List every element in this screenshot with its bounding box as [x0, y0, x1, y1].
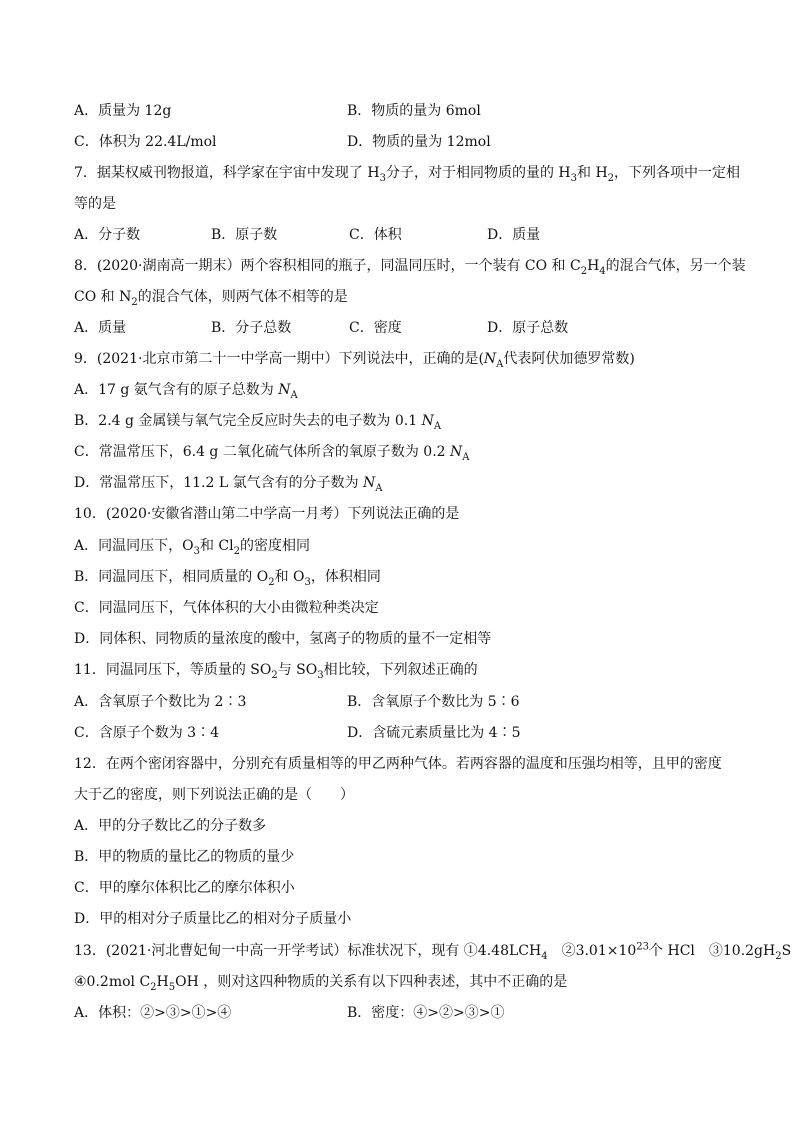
q10-option-d: D．同体积、同物质的量浓度的酸中，氢离子的物质的量不一定相等: [74, 631, 492, 647]
q11-options-cd: [74, 723, 734, 743]
q13-stem: 13．(2021·河北曹妃甸一中高一开学考试）标准状况下，现有 $①4.48LCH_4$ $②3.01\times 10^{23}$个 HCl $③10.2gH_2S$: [74, 941, 792, 962]
q9-option-d: D．常温常压下，11.2 L 氯气含有的分子数为 $N_A$: [74, 475, 383, 494]
option-0: A．质量为 12g: [74, 103, 172, 119]
option-2: C．体积: [349, 227, 402, 243]
q12-option-a: A．甲的分子数比乙的分子数多: [74, 818, 267, 834]
q6-options-ab: [74, 101, 734, 121]
option-0: A．含氧原子个数比为 2∶3: [74, 694, 247, 710]
option-1: B．原子数: [211, 227, 278, 243]
option-3: D．原子总数: [487, 320, 569, 336]
q12-stem: 12．在两个密闭容器中，分别充有质量相等的甲乙两种气体。若两容器的温度和压强均相等，且甲的密度: [74, 756, 722, 772]
q10-stem: 10．(2020·安徽省潜山第二中学高一月考）下列说法正确的是: [74, 506, 460, 522]
q11-options-ab: [74, 692, 734, 712]
q10-option-c: C．同温同压下，气体体积的大小由微粒种类决定: [74, 600, 379, 616]
option-1: B．分子总数: [211, 320, 292, 336]
q13-stem-cont: ④0.2mol $C_2H_5OH$ ，则对这四种物质的关系有以下四种表述，其中不正确的是: [74, 974, 568, 993]
q8-options: [74, 318, 734, 338]
option-1: B．物质的量为 6mol: [347, 103, 481, 119]
option-0: A．分子数: [74, 227, 141, 243]
option-0: A．体积：②>③>①>④: [74, 1005, 232, 1021]
option-0: C．体积为 22.4L/mol: [74, 134, 217, 150]
option-1: B．密度：④>②>③>①: [347, 1005, 505, 1021]
q10-option-a: A．同温同压下，$O_3$和 $Cl_2$的密度相同: [74, 538, 310, 557]
q11-stem: 11．同温同压下，等质量的 $SO_2$与 $SO_3$相比较，下列叙述正确的: [74, 662, 478, 681]
option-0: C．含原子个数为 3∶4: [74, 725, 219, 741]
q7-options: [74, 225, 734, 245]
q12-option-d: D．甲的相对分子质量比乙的相对分子质量小: [74, 911, 352, 927]
q7-stem: 7．据某权威刊物报道，科学家在宇宙中发现了 $H_3$分子，对于相同物质的量的 $H_3$和 $H_2$，下列各项中一定相: [74, 165, 741, 184]
q7-stem-cont: 等的是: [74, 196, 116, 212]
q12-option-c: C．甲的摩尔体积比乙的摩尔体积小: [74, 880, 295, 896]
q13-options-ab: [74, 1003, 734, 1023]
q10-option-b: B．同温同压下，相同质量的 $O_2$和 $O_3$，体积相同: [74, 569, 381, 588]
option-0: A．质量: [74, 320, 127, 336]
q8-stem-cont: CO 和 $N_2$的混合气体，则两气体不相等的是: [74, 289, 348, 308]
option-3: D．质量: [487, 227, 541, 243]
option-2: C．密度: [349, 320, 402, 336]
q9-option-c: C．常温常压下，6.4 g 二氧化硫气体所含的氧原子数为 0.2 $N_A$: [74, 444, 470, 463]
q8-stem: 8．(2020·湖南高一期末）两个容积相同的瓶子，同温同压时，一个装有 CO 和 $C_2H_4$的混合气体，另一个装: [74, 258, 746, 277]
q6-options-cd: [74, 132, 734, 152]
q9-option-a: A．17 g 氨气含有的原子总数为 $N_A$: [74, 382, 298, 401]
option-1: B．含氧原子个数比为 5∶6: [347, 694, 520, 710]
q12-option-b: B．甲的物质的量比乙的物质的量少: [74, 849, 295, 865]
option-1: D．含硫元素质量比为 4∶5: [347, 725, 521, 741]
q12-stem-cont: 大于乙的密度，则下列说法正确的是（ ）: [74, 787, 354, 803]
option-1: D．物质的量为 12mol: [347, 134, 491, 150]
q9-option-b: B．2.4 g 金属镁与氧气完全反应时失去的电子数为 0.1 $N_A$: [74, 413, 442, 432]
q9-stem: 9．(2021·北京市第二十一中学高一期中）下列说法中，正确的是($N_A$代表阿伏加德罗常数): [74, 351, 635, 370]
